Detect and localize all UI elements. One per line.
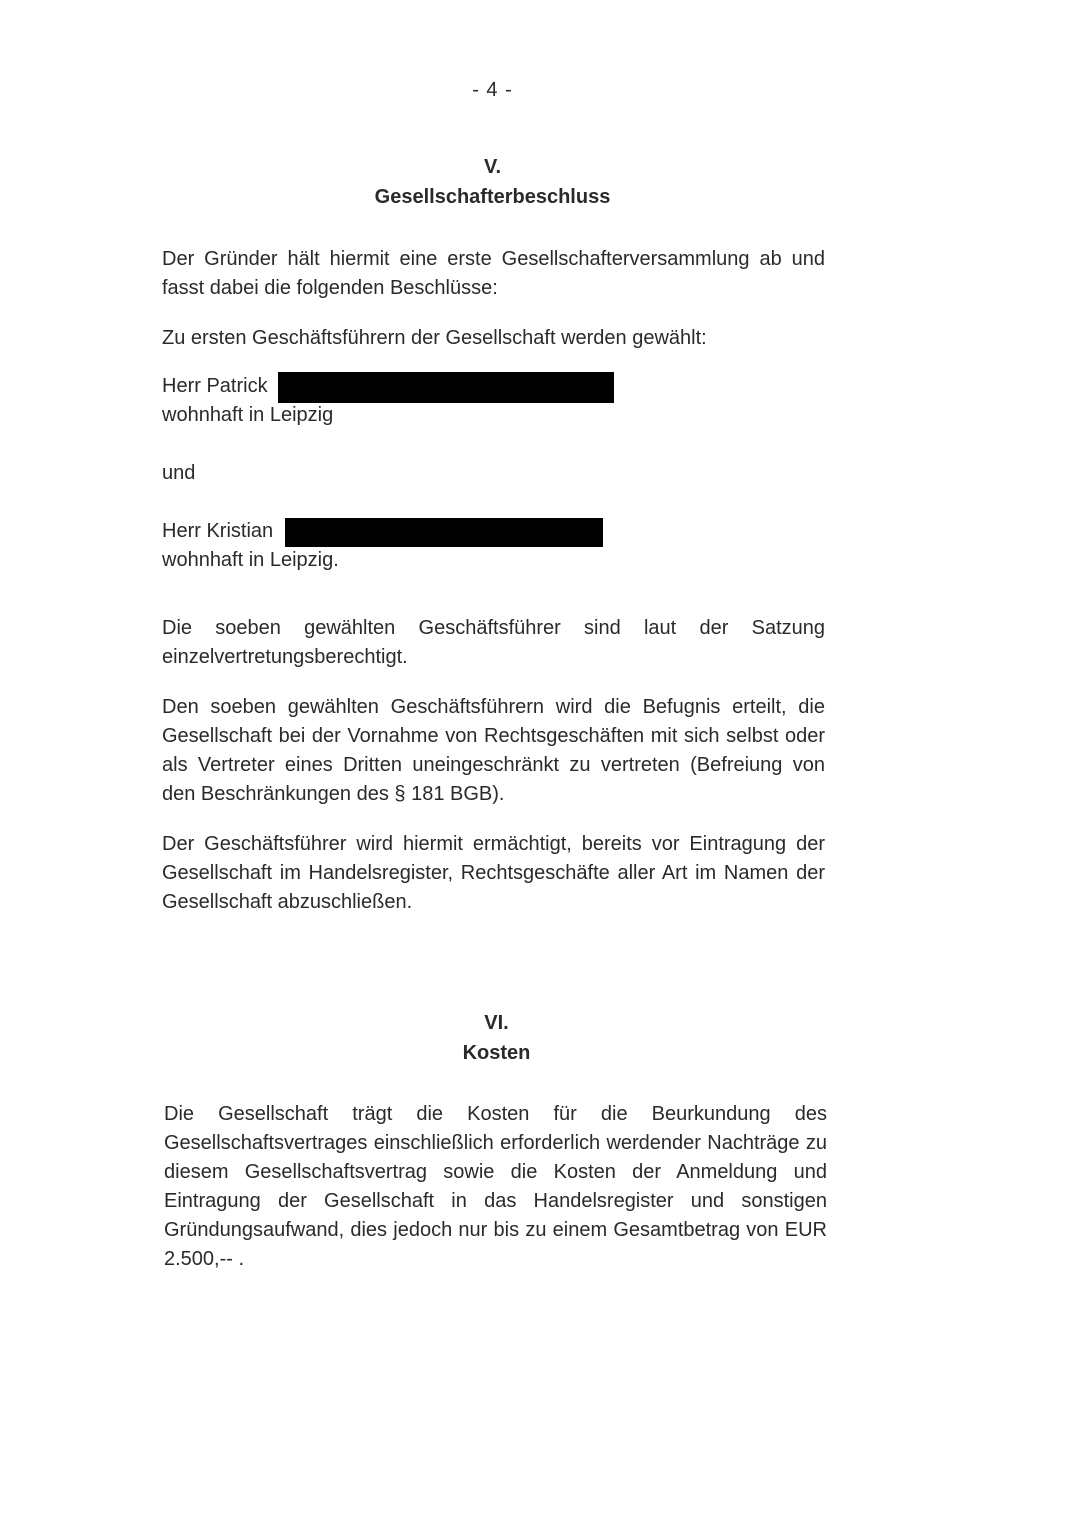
conjunction-und: und xyxy=(162,462,196,484)
paragraph-elected-intro: Zu ersten Geschäftsführern der Gesellschaft werden gewählt: xyxy=(162,327,707,349)
person1-residence: wohnhaft in Leipzig xyxy=(162,404,334,426)
paragraph-costs: Die Gesellschaft trägt die Kosten für die Beurkundung des Gesellschaftsvertrages einschließlich erforderlich werdender Nachträge zu diesem Gesellschaftsvertrag sowie die Kosten der Anmeldung und Eintragung der Gesellschaft in das Handelsregister und sonstigen Gründungsaufwand, dies jedoch nur bis zu einem Gesamtbetrag von EUR 2.500,-- . xyxy=(164,1103,827,1270)
section-v-title: Gesellschafterbeschluss xyxy=(374,186,611,208)
redaction-bar-person1 xyxy=(278,372,614,403)
paragraph-intro: Der Gründer hält hiermit eine erste Gesellschafterversammlung ab und fasst dabei die folgenden Beschlüsse: xyxy=(162,248,825,299)
person2-residence: wohnhaft in Leipzig. xyxy=(162,549,339,571)
paragraph-representation: Die soeben gewählten Geschäftsführer sind laut der Satzung einzelvertretungsberechtigt. xyxy=(162,617,825,668)
section-vi-number: VI. xyxy=(484,1012,509,1034)
person2-name: Herr Kristian xyxy=(162,520,274,542)
paragraph-exemption: Den soeben gewählten Geschäftsführern wird die Befugnis erteilt, die Gesellschaft bei der Vornahme von Rechtsgeschäften mit sich selbst oder als Vertreter eines Dritten uneingeschränkt zu vertreten (Befreiung von den Beschränkungen des § 181 BGB). xyxy=(162,696,825,805)
section-v-number: V. xyxy=(483,156,502,178)
paragraph-authorization: Der Geschäftsführer wird hiermit ermächtigt, bereits vor Eintragung der Gesellschaft im Handelsregister, Rechtsgeschäfte aller Art im Namen der Gesellschaft abzuschließen. xyxy=(162,833,825,913)
person1-name: Herr Patrick xyxy=(162,375,268,397)
redaction-bar-person2 xyxy=(285,518,603,547)
section-vi-title: Kosten xyxy=(462,1042,531,1064)
page-number: - 4 - xyxy=(472,79,513,101)
